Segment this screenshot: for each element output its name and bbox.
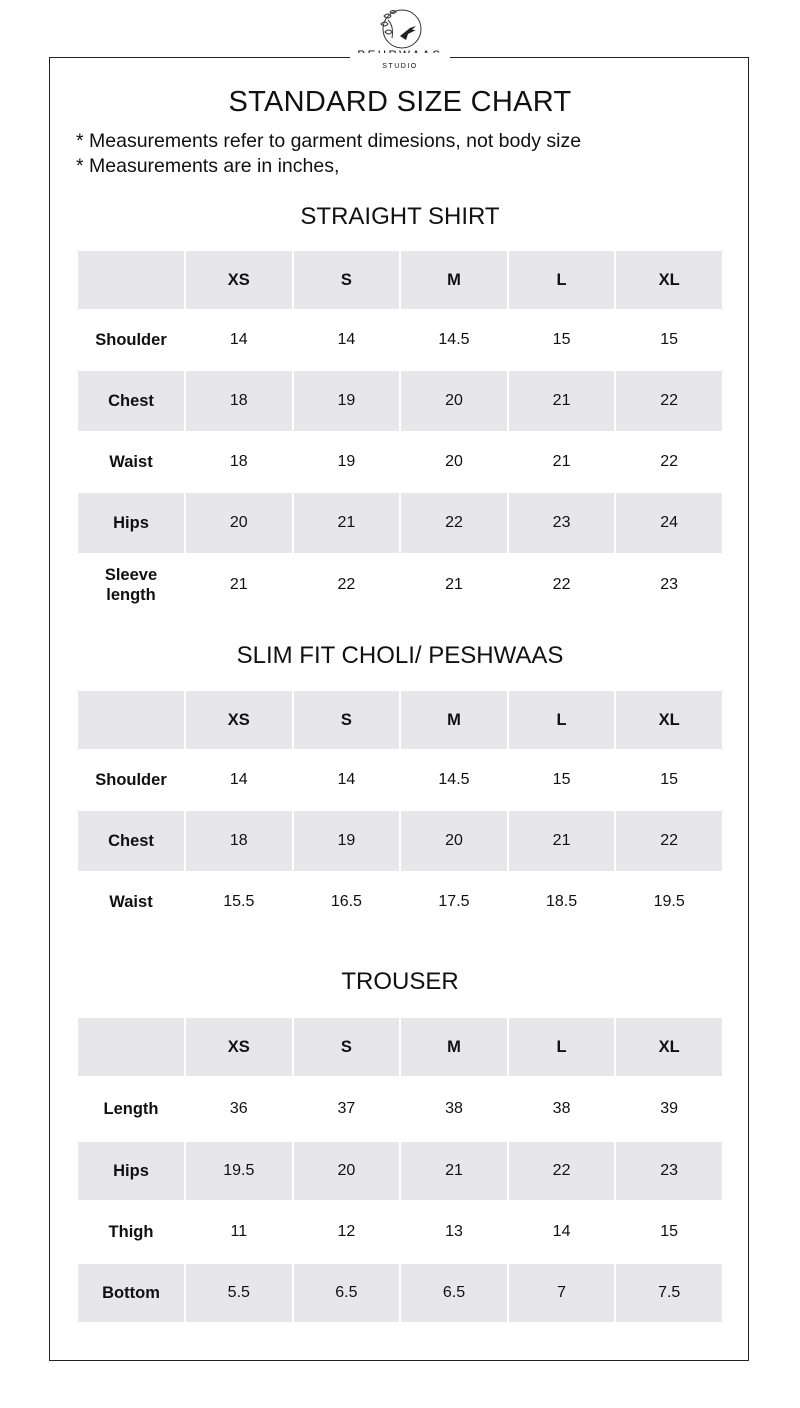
measurement-value: 22 <box>509 1142 615 1200</box>
header-corner-cell <box>78 1018 184 1076</box>
measurement-value: 14.5 <box>438 331 470 348</box>
measurement-label: Waist <box>109 893 153 911</box>
size-header-cell: M <box>401 251 507 309</box>
measurement-value: 16.5 <box>330 893 362 910</box>
measurement-value: 23 <box>509 493 615 553</box>
measurement-value: 15 <box>660 1223 679 1240</box>
measurement-value: 6.5 <box>294 1264 400 1322</box>
measurement-value: 19 <box>337 453 356 470</box>
table-row <box>78 1264 722 1322</box>
size-header-cell: L <box>509 251 615 309</box>
size-header-cell: XS <box>186 691 292 749</box>
table-row <box>78 371 722 431</box>
measurement-value: 21 <box>294 493 400 553</box>
table-row <box>78 1200 722 1264</box>
table-header-row <box>78 1018 722 1076</box>
size-header-cell: M <box>401 1018 507 1076</box>
measurement-label: Waist <box>109 453 153 471</box>
measurement-value: 20 <box>401 371 507 431</box>
measurement-value: 14 <box>337 331 356 348</box>
measurement-label: Chest <box>78 371 184 431</box>
measurement-value: 21 <box>509 811 615 871</box>
measurement-label: Hips <box>78 1142 184 1200</box>
measurement-value: 18 <box>229 453 248 470</box>
measurement-value: 24 <box>616 493 722 553</box>
measurement-value: 15 <box>660 771 679 788</box>
size-table <box>76 1018 724 1322</box>
measurement-value: 23 <box>660 576 679 593</box>
size-header-cell: S <box>294 691 400 749</box>
size-header-cell: XS <box>186 251 292 309</box>
measurement-label: Thigh <box>108 1223 154 1241</box>
brand-subtitle: STUDIO <box>382 63 418 70</box>
measurement-value: 19.5 <box>653 893 685 910</box>
size-table <box>76 251 724 617</box>
measurement-value: 22 <box>337 576 356 593</box>
measurement-value: 19 <box>294 371 400 431</box>
measurement-value: 38 <box>445 1100 463 1117</box>
measurement-value: 20 <box>294 1142 400 1200</box>
measurement-label: Length <box>103 1100 159 1118</box>
measurement-value: 37 <box>337 1100 356 1117</box>
measurement-label: Chest <box>78 811 184 871</box>
size-header-cell: XL <box>616 251 722 309</box>
measurement-value: 21 <box>229 576 248 593</box>
measurement-value: 22 <box>616 371 722 431</box>
measurement-value: 22 <box>660 453 679 470</box>
size-header-cell: S <box>294 251 400 309</box>
frame-gap <box>350 53 450 61</box>
table-row <box>78 431 722 493</box>
measurement-value: 5.5 <box>186 1264 292 1322</box>
measurement-value: 38 <box>552 1100 571 1117</box>
note-units: * Measurements are in inches, <box>76 155 340 177</box>
section-title: TROUSER <box>341 968 459 995</box>
measurement-value: 39 <box>660 1100 679 1117</box>
table-row <box>78 1142 722 1200</box>
table-header-row <box>78 691 722 749</box>
size-header-cell: XS <box>186 1018 292 1076</box>
measurement-value: 11 <box>230 1223 248 1240</box>
measurement-value: 23 <box>616 1142 722 1200</box>
measurement-value: 14.5 <box>438 771 470 788</box>
measurement-label: Bottom <box>78 1264 184 1322</box>
measurement-value: 7 <box>509 1264 615 1322</box>
measurement-value: 14 <box>229 771 248 788</box>
measurement-value: 18.5 <box>546 893 578 910</box>
measurement-label: Shoulder <box>95 331 167 349</box>
measurement-label: Hips <box>78 493 184 553</box>
note-garment-dimensions: * Measurements refer to garment dimesions, not body size <box>76 130 582 152</box>
size-header-cell: XL <box>616 691 722 749</box>
measurement-label: Sleeve length <box>104 566 158 604</box>
table-row <box>78 309 722 371</box>
measurement-value: 19.5 <box>186 1142 292 1200</box>
size-header-cell: L <box>509 691 615 749</box>
table-row <box>78 1076 722 1142</box>
size-table <box>76 691 724 933</box>
table-row <box>78 811 722 871</box>
measurement-value: 17.5 <box>438 893 470 910</box>
measurement-value: 22 <box>616 811 722 871</box>
measurement-value: 19 <box>294 811 400 871</box>
section-title: SLIM FIT CHOLI/ PESHWAAS <box>236 642 564 669</box>
bird-and-flower-logo-icon <box>370 6 430 52</box>
measurement-value: 22 <box>552 576 571 593</box>
size-header-cell: L <box>509 1018 615 1076</box>
section-title: STRAIGHT SHIRT <box>300 203 500 230</box>
size-header-cell: M <box>401 691 507 749</box>
measurement-value: 12 <box>337 1223 356 1240</box>
measurement-value: 18 <box>186 811 292 871</box>
table-row <box>78 553 722 617</box>
size-header-cell: XL <box>616 1018 722 1076</box>
measurement-value: 15 <box>552 331 571 348</box>
measurement-value: 21 <box>509 371 615 431</box>
table-header-row <box>78 251 722 309</box>
table-row <box>78 871 722 933</box>
measurement-value: 21 <box>401 1142 507 1200</box>
table-row <box>78 749 722 811</box>
measurement-value: 20 <box>186 493 292 553</box>
header-corner-cell <box>78 691 184 749</box>
measurement-value: 15 <box>552 771 571 788</box>
measurement-value: 20 <box>445 453 463 470</box>
measurement-value: 18 <box>186 371 292 431</box>
measurement-label: Shoulder <box>95 771 167 789</box>
page-title: STANDARD SIZE CHART <box>228 86 572 118</box>
measurement-value: 20 <box>401 811 507 871</box>
measurement-value: 14 <box>552 1223 571 1240</box>
size-header-cell: S <box>294 1018 400 1076</box>
measurement-value: 22 <box>401 493 507 553</box>
measurement-value: 13 <box>445 1223 463 1240</box>
measurement-value: 7.5 <box>616 1264 722 1322</box>
measurement-value: 15 <box>660 331 679 348</box>
measurement-value: 36 <box>229 1100 248 1117</box>
table-row <box>78 493 722 553</box>
measurement-value: 14 <box>229 331 248 348</box>
measurement-value: 6.5 <box>401 1264 507 1322</box>
measurement-value: 14 <box>337 771 356 788</box>
measurement-value: 21 <box>445 576 463 593</box>
measurement-value: 21 <box>552 453 571 470</box>
measurement-value: 15.5 <box>223 893 255 910</box>
header-corner-cell <box>78 251 184 309</box>
